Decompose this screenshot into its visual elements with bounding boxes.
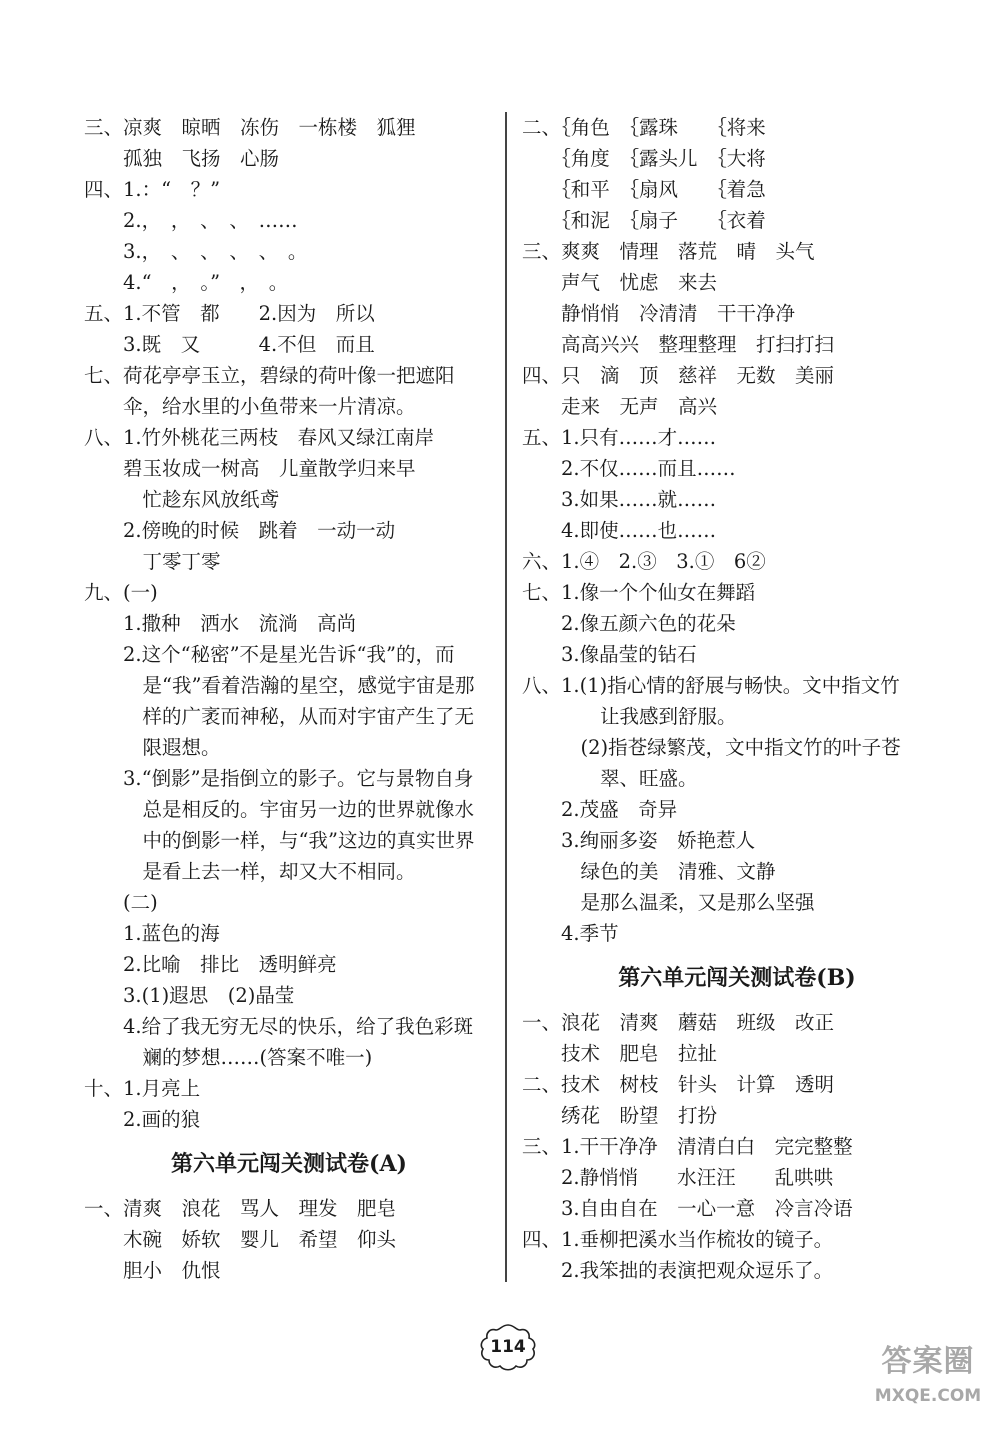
answer-line: 静悄悄 冷清清 干干净净 bbox=[522, 302, 796, 325]
page-number: 114 bbox=[490, 1337, 526, 1357]
answer-line: 4.给了我无穷无尽的快乐，给了我色彩斑 bbox=[84, 1015, 474, 1038]
answer-line: 八、1.(1)指心情的舒展与畅快。文中指文竹 bbox=[522, 674, 900, 697]
answer-line: 3.自由自在 一心一意 冷言冷语 bbox=[522, 1197, 853, 1220]
answer-line: 3.， 、 、 、 、 。 bbox=[84, 240, 308, 263]
answer-line: 四、1.垂柳把溪水当作梳妆的镜子。 bbox=[522, 1228, 834, 1251]
answer-line: 胆小 仇恨 bbox=[84, 1259, 221, 1282]
answer-line: 一、清爽 浪花 骂人 理发 肥皂 bbox=[84, 1197, 397, 1220]
answer-line: 伞，给水里的小鱼带来一片清凉。 bbox=[84, 395, 416, 418]
answer-line: 2.不仅……而且…… bbox=[522, 457, 736, 480]
answer-line: 2.比喻 排比 透明鲜亮 bbox=[84, 953, 337, 976]
answer-line: 七、1.像一个个仙女在舞蹈 bbox=[522, 581, 756, 604]
answer-line: 一、浪花 清爽 蘑菇 班级 改正 bbox=[522, 1011, 835, 1034]
answer-line: 3.既 又 4.不但 而且 bbox=[84, 333, 375, 356]
right-column bbox=[522, 112, 952, 1286]
answer-line: 是看上去一样，却又大不相同。 bbox=[84, 860, 416, 883]
answer-line: 总是相反的。宇宙另一边的世界就像水 bbox=[84, 798, 475, 821]
answer-line: 2.像五颜六色的花朵 bbox=[522, 612, 736, 635]
answer-line: 孤独 飞扬 心肠 bbox=[84, 147, 280, 170]
answer-line: (二) bbox=[84, 891, 158, 914]
answer-line: 十、1.月亮上 bbox=[84, 1077, 201, 1100]
answer-line: 2.这个“秘密”不是星光告诉“我”的，而 bbox=[84, 643, 455, 666]
answer-line: 2.茂盛 奇异 bbox=[522, 798, 678, 821]
answer-line: 2.傍晚的时候 跳着 一动一动 bbox=[84, 519, 396, 542]
answer-line: 六、1.④ 2.③ 3.① 6② bbox=[522, 550, 766, 573]
answer-line: 3.绚丽多姿 娇艳惹人 bbox=[522, 829, 756, 852]
answer-line: 三、1.干干净净 清清白白 完完整整 bbox=[522, 1135, 853, 1158]
section-title: 第六单元闯关测试卷(B) bbox=[618, 965, 856, 991]
answer-line: 木碗 娇软 婴儿 希望 仰头 bbox=[84, 1228, 397, 1251]
answer-line: 4.即使……也…… bbox=[522, 519, 717, 542]
answer-line: 技术 肥皂 拉扯 bbox=[522, 1042, 718, 1065]
answer-line: 三、爽爽 情理 落荒 晴 头气 bbox=[522, 240, 815, 263]
watermark-top: 答案圈 bbox=[881, 1344, 975, 1379]
answer-line: ｛和平 ｛扇风 ｛着急 bbox=[522, 178, 766, 201]
answer-line: 高高兴兴 整理整理 打扫打扫 bbox=[522, 333, 835, 356]
answer-line: 限遐想。 bbox=[84, 736, 221, 759]
answer-line: 4.季节 bbox=[522, 922, 619, 945]
answer-line: 碧玉妆成一树高 儿童散学归来早 bbox=[84, 457, 416, 480]
watermark-logo bbox=[868, 1340, 988, 1420]
answer-line: 四、1.：“ ？” bbox=[84, 178, 221, 201]
answer-line: 绣花 盼望 打扮 bbox=[522, 1104, 718, 1127]
answer-line: 七、荷花亭亭玉立，碧绿的荷叶像一把遮阳 bbox=[84, 364, 455, 387]
answer-line: 三、凉爽 晾晒 冻伤 一栋楼 狐狸 bbox=[84, 116, 416, 139]
answer-line: 让我感到舒服。 bbox=[522, 705, 737, 728]
answer-line: 1.撒种 洒水 流淌 高尚 bbox=[84, 612, 357, 635]
answer-line: 样的广袤而神秘，从而对宇宙产生了无 bbox=[84, 705, 475, 728]
answer-line: 五、1.只有……才…… bbox=[522, 426, 717, 449]
answer-line: 翠、旺盛。 bbox=[522, 767, 698, 790]
answer-line: 2.画的狼 bbox=[84, 1108, 201, 1131]
watermark-bottom: MXQE.COM bbox=[874, 1386, 982, 1406]
answer-line: 4.“ ， 。” ， 。 bbox=[84, 271, 289, 294]
answer-line: 二、技术 树枝 针头 计算 透明 bbox=[522, 1073, 835, 1096]
answer-line: ｛和泥 ｛扇子 ｛衣着 bbox=[522, 209, 766, 232]
answer-line: 3.“倒影”是指倒立的影子。它与景物自身 bbox=[84, 767, 474, 790]
answer-line: 3.(1)遐思 (2)晶莹 bbox=[84, 984, 295, 1007]
answer-line: 2.静悄悄 水汪汪 乱哄哄 bbox=[522, 1166, 834, 1189]
answer-line: (2)指苍绿繁茂，文中指文竹的叶子苍 bbox=[522, 736, 901, 759]
section-title: 第六单元闯关测试卷(A) bbox=[171, 1151, 407, 1177]
answer-line: 忙趁东风放纸鸢 bbox=[84, 488, 280, 511]
column-divider bbox=[505, 112, 507, 1282]
answer-line: 九、(一) bbox=[84, 581, 158, 604]
answer-line: 是那么温柔，又是那么坚强 bbox=[522, 891, 815, 914]
answer-line: 声气 忧虑 来去 bbox=[522, 271, 718, 294]
answer-line: 五、1.不管 都 2.因为 所以 bbox=[84, 302, 375, 325]
answer-line: 走来 无声 高兴 bbox=[522, 395, 718, 418]
answer-line: 四、只 滴 顶 慈祥 无数 美丽 bbox=[522, 364, 835, 387]
page-number-badge bbox=[478, 1322, 538, 1372]
answer-line: 丁零丁零 bbox=[84, 550, 221, 573]
answer-line: 3.像晶莹的钻石 bbox=[522, 643, 697, 666]
answer-line: 3.如果……就…… bbox=[522, 488, 717, 511]
answer-line: 中的倒影一样，与“我”这边的真实世界 bbox=[84, 829, 475, 852]
answer-line: 2.我笨拙的表演把观众逗乐了。 bbox=[522, 1259, 834, 1282]
answer-line: 2.， ， 、 、 …… bbox=[84, 209, 298, 232]
answer-line: 斓的梦想……(答案不唯一) bbox=[84, 1046, 373, 1069]
answer-line: ｛角度 ｛露头儿 ｛大将 bbox=[522, 147, 766, 170]
answer-line: 二、｛角色 ｛露珠 ｛将来 bbox=[522, 116, 766, 139]
answer-line: 是“我”看着浩瀚的星空，感觉宇宙是那 bbox=[84, 674, 475, 697]
answer-line: 绿色的美 清雅、文静 bbox=[522, 860, 776, 883]
answer-line: 八、1.竹外桃花三两枝 春风又绿江南岸 bbox=[84, 426, 435, 449]
answer-line: 1.蓝色的海 bbox=[84, 922, 220, 945]
left-column bbox=[84, 112, 494, 1286]
